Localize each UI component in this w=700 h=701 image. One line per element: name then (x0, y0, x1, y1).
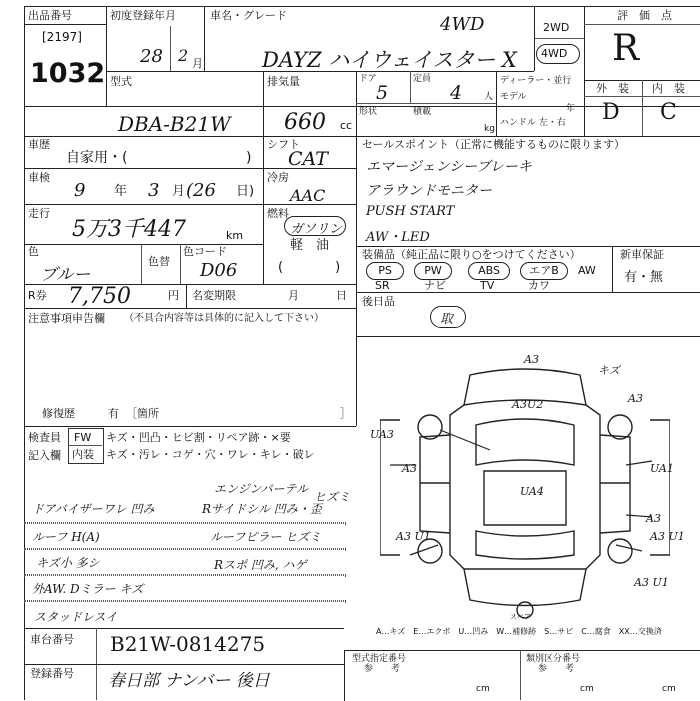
drive-2wd: 2WD (543, 21, 570, 34)
displacement-label: 排気量 (267, 75, 300, 88)
model-label: 型式 (110, 75, 132, 88)
remark-6: ルーフピラー ヒズミ (210, 530, 322, 544)
cc-unit: cc (340, 119, 353, 132)
remark-9: 外AW. Dミラー キズ (32, 582, 144, 596)
mark-7: UA4 (520, 485, 544, 498)
color-code-label: 色コード (183, 245, 227, 258)
cm-1: cm (476, 684, 490, 694)
inspection-month-unit: 月 (172, 184, 186, 199)
chassis-label: 車台番号 (30, 633, 74, 646)
equip-sr: SR (375, 279, 390, 292)
remark-4: ヒズミ (314, 490, 351, 504)
spare-label: スペア (510, 613, 531, 621)
lot-code: [2197] (42, 30, 82, 44)
grade-label: 評 価 点 (617, 9, 672, 22)
color-value: ブルー (40, 265, 91, 285)
repair-place: ［箇所 (126, 407, 159, 420)
fuel-paren: ( ) (278, 260, 341, 275)
reg-deadline-month: 月 (288, 289, 299, 302)
equip-navi: ナビ (424, 279, 446, 292)
color-change-label: 色替 (148, 255, 170, 268)
sales-point-3: PUSH START (366, 204, 455, 219)
class-label: 類別区分番号 (526, 654, 581, 664)
interior-value: C (660, 100, 677, 125)
persons-unit: 人 (484, 92, 494, 102)
load-label: 積載 (413, 107, 432, 117)
interior-items: キズ・汚レ・コゲ・穴・ワレ・キレ・破レ (106, 448, 315, 461)
equip-leather: カワ (528, 279, 550, 292)
mark-4: A3U2 (512, 398, 544, 411)
remark-10: スタッドレスイ (34, 610, 118, 624)
fw-items: キズ・凹凸・ヒビ割・リペア跡・×要 (106, 431, 291, 444)
history-close: ) (246, 150, 252, 166)
inspector-label: 検査員 (28, 431, 61, 444)
lot-number: 1032 (30, 58, 106, 89)
inspection-year-unit: 年 (114, 184, 128, 199)
ac-label: 冷房 (267, 171, 289, 184)
sales-point-4: AW・LED (366, 230, 430, 245)
repair-close: ］ (340, 407, 351, 420)
type-cert-label: 型式指定番号 (352, 654, 407, 664)
doors-label: ドア (359, 74, 377, 84)
rear-seat-label: 後日品 (362, 295, 395, 308)
inspection-day-unit: 日) (236, 184, 255, 199)
equipment-label: 装備品（純正品に限り○をつけてください） (362, 248, 581, 261)
first-reg-year: 28 (140, 46, 163, 67)
inspection-day: (26 (186, 180, 216, 201)
cm-2: cm (580, 684, 594, 694)
dealer-label: ディーラー・並行 (500, 76, 572, 86)
interior-cat-label: 内装 (72, 448, 94, 461)
history-value: 自家用・( (66, 150, 128, 166)
equip-ps: PS (366, 262, 404, 280)
shift-label: シフト (267, 138, 300, 151)
mark-6: A3 (402, 462, 417, 475)
capacity-value: 4 (450, 82, 463, 104)
doors-value: 5 (376, 82, 389, 104)
reg-deadline-day: 日 (336, 289, 347, 302)
recycle-value: 7,750 (68, 284, 131, 309)
displacement-value: 660 (284, 110, 326, 135)
fuel-diesel: 軽 油 (290, 238, 330, 253)
fuel-label: 燃料 (267, 207, 289, 220)
rear-seat-value: 取 (440, 312, 454, 327)
reg-no-value: 春日部 ナンバー 後日 (108, 671, 270, 691)
new-car-value: 有・無 (624, 270, 664, 285)
class-sub: 参 考 (538, 664, 575, 674)
inspection-month: 3 (148, 180, 160, 201)
equip-airbag: エアB (520, 262, 568, 280)
mark-8: UA1 (650, 462, 674, 475)
chassis-value: B21W-0814275 (110, 632, 266, 656)
equip-abs: ABS (468, 262, 510, 280)
shape-label: 形状 (359, 107, 378, 117)
sales-point-2: アラウンドモニター (366, 183, 492, 199)
car-name-label: 車名・グレード (210, 9, 287, 22)
mileage-label: 走行 (28, 207, 50, 220)
ac-value: AAC (290, 186, 326, 205)
shift-value: CAT (288, 148, 328, 170)
mark-11: A3 U1 (650, 530, 685, 543)
remark-5: ルーフ H(A) (32, 530, 100, 544)
fuel-gas: ガソリン (290, 222, 343, 237)
color-label: 色 (28, 245, 39, 258)
model-year-suffix: 年 (566, 104, 576, 114)
repair-label: 修復歴 (42, 407, 75, 420)
recycle-label: R券 (28, 289, 47, 302)
entry-label: 記入欄 (28, 449, 61, 462)
exterior-label: 外 装 (596, 82, 629, 95)
remark-7: キズ小 多シ (36, 556, 100, 570)
remark-8: Rスポ 凹み, ハゲ (214, 558, 307, 572)
lot-label: 出品番号 (28, 9, 72, 22)
yen-unit: 円 (168, 289, 179, 302)
first-reg-label: 初度登録年月 (110, 9, 176, 22)
steering-label: ハンドル 左・右 (500, 118, 566, 128)
reg-deadline-label: 名変期限 (192, 289, 236, 302)
remark-2: ドアバイザーワレ 凹み (32, 502, 155, 516)
damage-legend: A…キズ E…エクボ U…凹み W…補修跡 S…サビ C…腐食 XX…交換済 (376, 627, 662, 636)
sales-points-label: セールスポイント（正常に機能するものに限ります） (362, 138, 626, 151)
repair-value: 有 (108, 407, 119, 420)
car-name-value: DAYZ ハイウェイスター X (262, 48, 517, 72)
mark-9: A3 (646, 512, 661, 525)
type-cert-sub: 参 考 (364, 664, 401, 674)
exterior-value: D (602, 100, 620, 125)
drive-4wd: 4WD (541, 47, 568, 60)
grade-value: R (612, 28, 640, 69)
fw-label: FW (74, 431, 92, 444)
equip-pw: PW (414, 262, 452, 280)
reg-no-label: 登録番号 (30, 667, 74, 680)
capacity-label: 定員 (413, 74, 432, 84)
sales-point-1: エマージェンシーブレーキ (366, 159, 532, 175)
model-value: DBA-B21W (118, 112, 231, 136)
interior-label: 内 装 (652, 82, 685, 95)
mark-12: A3 U1 (634, 576, 669, 589)
inspection-year: 9 (74, 180, 86, 201)
fuel-gas-circle (284, 216, 346, 236)
mark-1: A3 (524, 353, 539, 366)
mileage-value: 5万3千447 (72, 217, 186, 242)
mark-5: UA3 (370, 428, 394, 441)
remark-1: エンジンパーテル (214, 482, 308, 496)
mark-2: キズ (598, 364, 620, 377)
model-year-label: モデル (500, 92, 527, 102)
first-reg-month: 2 (178, 46, 189, 65)
color-code-value: D06 (200, 260, 238, 281)
mark-3: A3 (628, 392, 643, 405)
mark-10: A3 U1 (396, 530, 431, 543)
equip-aw: AW (578, 264, 596, 277)
new-car-label: 新車保証 (620, 248, 664, 261)
history-label: 車歴 (28, 138, 50, 151)
km-unit: km (226, 229, 244, 242)
inspection-label: 車検 (28, 171, 50, 184)
cm-3: cm (662, 684, 676, 694)
first-reg-month-unit: 月 (192, 57, 203, 70)
equip-tv: TV (480, 279, 495, 292)
notes-label: 注意事項申告欄 (28, 312, 105, 325)
notes-hint: （不具合内容等は具体的に記入して下さい） (124, 313, 324, 324)
kg-unit: kg (484, 124, 495, 134)
remark-3: Rサイドシル 凹み・歪 (202, 502, 322, 516)
drive-note: 4WD (440, 14, 485, 35)
